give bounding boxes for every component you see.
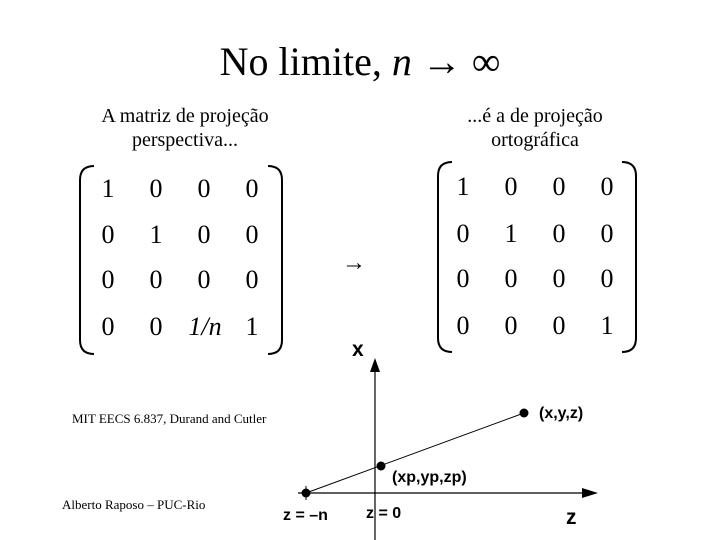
matrix-cell: 1 <box>245 312 259 341</box>
matrix-cell: 0 <box>552 172 566 201</box>
matrix-cell: 1 <box>456 172 470 201</box>
transition-arrow: → <box>342 250 366 276</box>
matrix-cell-one-over-n: 1/n <box>188 312 222 341</box>
matrix-cell: 0 <box>101 312 115 341</box>
matrix-cell: 1 <box>600 311 614 340</box>
matrix-cell: 0 <box>504 172 518 201</box>
right-caption-line2: ortográfica <box>491 129 579 151</box>
z-zero-label: z = 0 <box>366 505 402 522</box>
matrix-cell: 0 <box>552 311 566 340</box>
matrix-cell: 0 <box>197 174 211 203</box>
matrix-cell: 0 <box>245 220 259 249</box>
projected-point <box>377 462 386 471</box>
matrix-cell: 0 <box>245 174 259 203</box>
z-neg-n-label: z = –n <box>283 507 328 524</box>
credit-text: MIT EECS 6.837, Durand and Cutler <box>72 411 267 426</box>
matrix-cell: 0 <box>456 219 470 248</box>
matrix-cell: 0 <box>504 311 518 340</box>
x-axis-label: x <box>352 338 364 361</box>
title-prefix: No limite, <box>219 39 382 84</box>
matrix-cell: 0 <box>552 264 566 293</box>
z-axis-arrowhead <box>582 488 598 498</box>
matrix-cell: 0 <box>149 174 163 203</box>
scene-point <box>520 409 529 418</box>
eye-point <box>302 489 311 498</box>
matrix-cell: 1 <box>504 219 518 248</box>
author-text: Alberto Raposo – PUC-Rio <box>62 497 206 512</box>
projected-point-label: (xp,yp,zp) <box>392 469 467 486</box>
matrix-cell: 0 <box>101 265 115 294</box>
matrix-cell: 0 <box>600 172 614 201</box>
right-caption-line1: ...é a de projeção <box>467 105 603 127</box>
left-caption-line1: A matriz de projeção <box>101 105 269 127</box>
matrix-cell: 0 <box>456 311 470 340</box>
matrix-cell: 0 <box>149 312 163 341</box>
matrix-cell: 0 <box>197 265 211 294</box>
matrix-cell: 0 <box>600 219 614 248</box>
matrix-cell: 0 <box>101 220 115 249</box>
matrix-cell: 0 <box>456 264 470 293</box>
left-caption-line2: perspectiva... <box>131 129 239 151</box>
matrix-cell: 0 <box>600 264 614 293</box>
title-variable: n <box>391 39 412 84</box>
scene-point-label: (x,y,z) <box>539 405 584 422</box>
matrix-cell: 0 <box>149 265 163 294</box>
matrix-cell: 0 <box>504 264 518 293</box>
title-suffix: → ∞ <box>421 39 501 84</box>
matrix-cell: 0 <box>552 219 566 248</box>
matrix-cell: 1 <box>149 220 163 249</box>
matrix-cell: 1 <box>101 174 115 203</box>
matrix-cell: 0 <box>197 220 211 249</box>
matrix-cell: 0 <box>245 265 259 294</box>
z-axis-label: z <box>566 506 577 529</box>
x-axis-arrowhead <box>370 358 380 372</box>
